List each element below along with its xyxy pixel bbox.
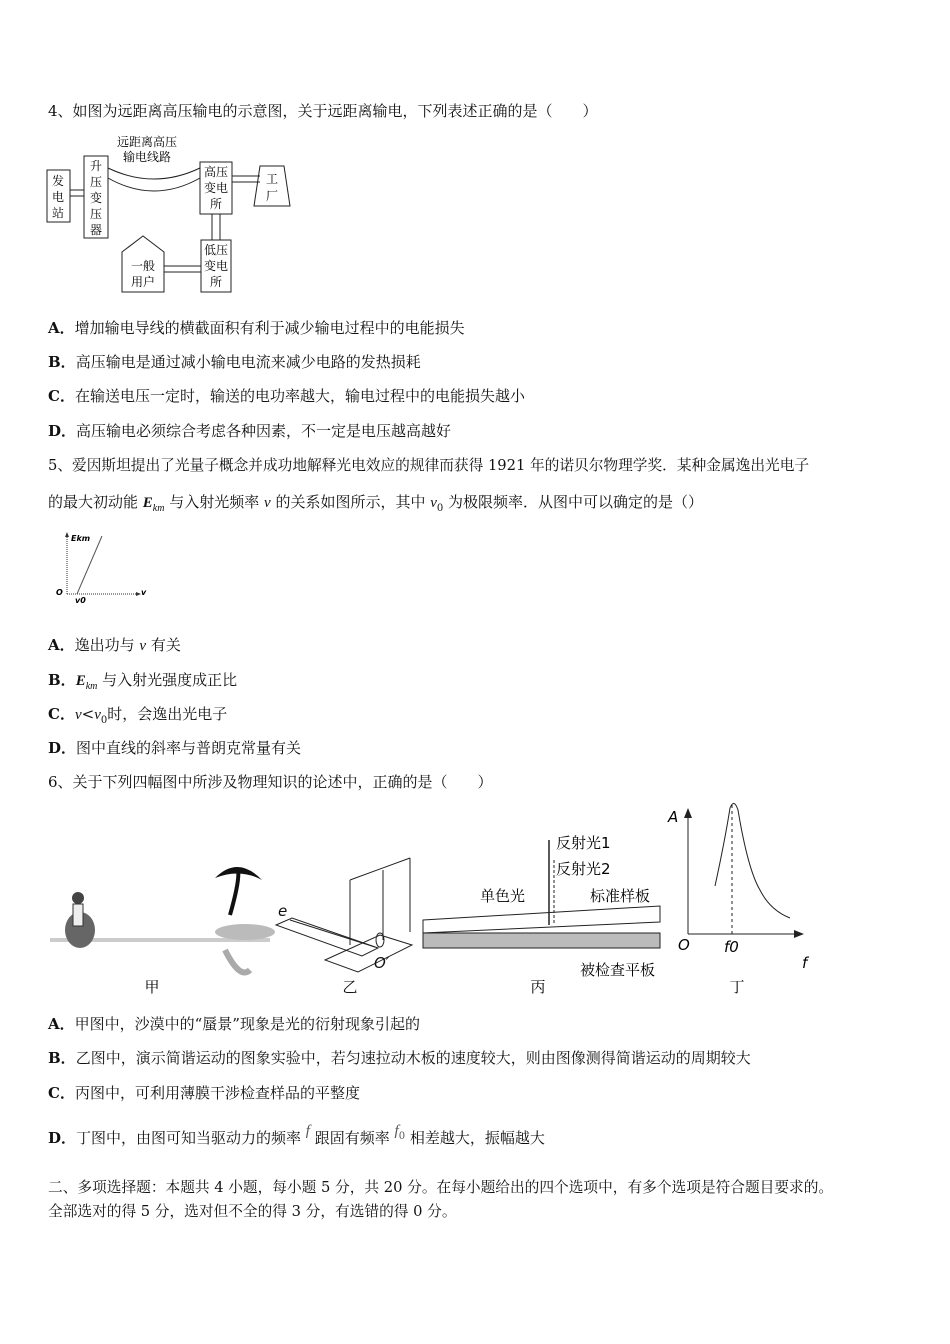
q5-line2_d: 为极限频率．从图中可以确定的是（）: [443, 493, 704, 511]
q6-options-2-letter: C．: [48, 1084, 75, 1102]
q6-figure-A: A: [668, 808, 679, 826]
q6-options-3-zero: 0: [398, 1131, 406, 1142]
q6-figure-e: e: [278, 902, 288, 920]
q5-v: v: [264, 495, 271, 511]
q6-options-3-f: f: [305, 1123, 310, 1139]
option-text: 高压输电是通过减小输电电流来减少电路的发热损耗: [75, 353, 421, 371]
option-text: 增加输电导线的横截面积有利于减少输电过程中的电能损失: [74, 319, 465, 337]
option-text: 高压输电必须综合考虑各种因素，不一定是电压越高越好: [76, 422, 452, 440]
q5-option-c[interactable]: [48, 704, 227, 731]
option-letter: A．: [48, 319, 75, 337]
q6-figure-jia: 甲: [144, 978, 160, 996]
q6-figure-o_prime: O′: [374, 954, 390, 972]
q6-options-3-t2: 跟固有频率: [309, 1129, 395, 1147]
q6-figure-mono: 单色光: [480, 887, 526, 905]
q6-options-0-text: 甲图中，沙漠中的“蜃景”现象是光的衍射现象引起的: [74, 1015, 420, 1033]
pendulum-figure: [276, 858, 412, 996]
q5-options-A-t1: 逸出功与: [74, 636, 140, 654]
ekm-vs-frequency-graph: [52, 528, 152, 608]
q5-option-a[interactable]: [48, 635, 181, 656]
option-letter: C．: [48, 387, 75, 405]
power-transmission-diagram: [44, 128, 304, 296]
q4-diagram-factory-1: 厂: [265, 189, 279, 203]
q4-diagram-hv_station-1: 变电: [203, 181, 229, 195]
q6-figure-standard: 标准样板: [590, 887, 651, 905]
section-2-instructions-line1: 二、多项选择题：本题共 4 小题，每小题 5 分，共 20 分。在每小题给出的四个选项中，有多个选项是符合题目要求的。: [48, 1179, 834, 1196]
thin-film-interference-figure: [423, 834, 660, 996]
q6-option-d[interactable]: [48, 1123, 545, 1155]
q4-diagram-step_up-3: 压: [89, 207, 103, 221]
q5-options-C-letter: C．: [48, 705, 75, 723]
q5-options-C-v0: v: [94, 707, 101, 723]
q6-figure-bing: 丙: [530, 978, 546, 996]
q6-figure-checked: 被检查平板: [580, 961, 656, 979]
q4-option-b[interactable]: [48, 352, 421, 372]
q5-option-d[interactable]: [48, 738, 301, 758]
q5-option-b[interactable]: [48, 670, 237, 697]
q5-line2_b: 与入射光频率: [164, 493, 265, 511]
section-2-instructions-line2: 全部选对的得 5 分，选对但不全的得 3 分，有选错的得 0 分。: [48, 1203, 457, 1220]
option-text: 在输送电压一定时，输送的电功率越大，输电过程中的电能损失越小: [74, 387, 525, 405]
q6-figure-O: O: [678, 936, 690, 954]
q4-option-d[interactable]: [48, 421, 451, 441]
q4-diagram-plant-0: 发: [51, 174, 65, 188]
q4-diagram-line_label_1: 远距离高压: [116, 135, 178, 149]
q4-diagram-hv_station-2: 所: [209, 197, 223, 211]
q4-diagram-lv_station-1: 变电: [203, 259, 229, 273]
q4-diagram-user-1: 用户: [130, 275, 156, 289]
q5-options-B-km: km: [85, 681, 98, 692]
q5-options-A-t2: 有关: [146, 636, 181, 654]
q5-graph-y_axis: Ekm: [71, 534, 91, 543]
q6-figure-reflect1: 反射光1: [556, 834, 611, 852]
q6-options-0-letter: A．: [48, 1015, 75, 1033]
q5-options-B-letter: B．: [48, 671, 76, 689]
q5-line2_a: 的最大初动能: [48, 493, 143, 511]
q5-zero: 0: [436, 503, 444, 514]
q4-diagram-user-0: 一般: [130, 259, 156, 273]
q5-graph-v0_label: v0: [75, 596, 86, 605]
q6-figure-f: f: [802, 954, 808, 972]
q5-options-C-zero: 0: [100, 715, 108, 726]
question-5-line2: [48, 492, 703, 519]
option-letter: D．: [48, 422, 77, 440]
q6-options-2-text: 丙图中，可利用薄膜干涉检查样品的平整度: [74, 1084, 360, 1102]
q6-options-3-t1: 丁图中，由图可知当驱动力的频率: [76, 1129, 306, 1147]
question-6-stem: 6、关于下列四幅图中所涉及物理知识的论述中，正确的是（ ）: [48, 773, 493, 791]
q4-diagram-step_up-1: 压: [89, 175, 103, 189]
four-physics-figures: [40, 800, 860, 1000]
q6-option-a[interactable]: [48, 1014, 420, 1034]
q6-option-c[interactable]: [48, 1083, 360, 1103]
q5-options-B-E: E: [75, 673, 86, 689]
question-5-line1: 5、爱因斯坦提出了光量子概念并成功地解释光电效应的规律而获得 1921 年的诺贝尔物理学奖．某种金属逸出光电子: [48, 457, 810, 474]
q5-options-C-lt: <: [81, 705, 95, 723]
q4-diagram-factory-0: 工: [265, 172, 279, 186]
q5-options-B-t2: 与入射光强度成正比: [97, 671, 238, 689]
option-letter: B．: [48, 353, 76, 371]
q5-options-C-t2: 时，会逸出光电子: [107, 705, 228, 723]
q4-diagram-lv_station-0: 低压: [203, 243, 229, 257]
q6-options-1-letter: B．: [48, 1049, 76, 1067]
q6-options-1-text: 乙图中，演示简谐运动的图象实验中，若匀速拉动木板的速度较大，则由图像测得简谐运动的周期较大: [75, 1049, 751, 1067]
q5-km: km: [152, 503, 165, 514]
q4-diagram-plant-2: 站: [51, 206, 65, 220]
q5-options-C-v: v: [74, 707, 82, 723]
q6-options-3-t3: 相差越大，振幅越大: [405, 1129, 545, 1147]
q5-options-A-v: v: [139, 638, 147, 654]
q4-diagram-line_label_2: 输电线路: [122, 150, 172, 164]
q4-diagram-step_up-4: 器: [89, 223, 103, 237]
q6-figure-f0: f0: [724, 938, 739, 956]
q5-E: E: [142, 495, 153, 511]
q5-options-D-letter: D．: [48, 739, 77, 757]
q5-graph-x_axis: v: [141, 588, 147, 597]
q5-options-D-t: 图中直线的斜率与普朗克常量有关: [76, 739, 302, 757]
q4-diagram-hv_station-0: 高压: [203, 165, 229, 179]
q5-line2_c: 的关系如图所示，其中: [270, 493, 431, 511]
q6-figure-yi: 乙: [342, 978, 358, 996]
q6-options-3-letter: D．: [48, 1129, 77, 1147]
q4-diagram-plant-1: 电: [51, 190, 65, 204]
q6-options-3-f0: f: [394, 1123, 399, 1139]
q4-diagram-lv_station-2: 所: [209, 275, 223, 289]
q4-option-a[interactable]: [48, 318, 465, 338]
q4-diagram-step_up-2: 变: [89, 191, 103, 205]
q4-option-c[interactable]: [48, 386, 525, 406]
q5-graph-origin: O: [56, 588, 63, 597]
q5-v0: v: [430, 495, 437, 511]
q4-diagram-step_up-0: 升: [89, 159, 103, 173]
mirage-figure: [50, 867, 275, 996]
q6-figure-ding: 丁: [729, 978, 745, 996]
question-4-stem: 4、如图为远距离高压输电的示意图，关于远距离输电，下列表述正确的是（ ）: [48, 102, 598, 120]
q5-options-A-letter: A．: [48, 636, 75, 654]
q6-figure-reflect2: 反射光2: [556, 860, 611, 878]
resonance-curve-figure: [667, 803, 810, 996]
q6-option-b[interactable]: [48, 1048, 751, 1068]
